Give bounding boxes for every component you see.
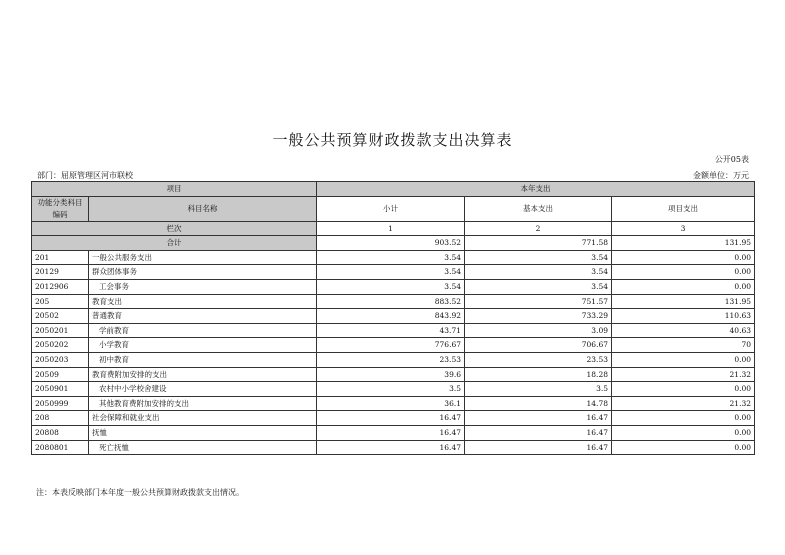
row-code: 2050202 <box>32 338 89 353</box>
table-row <box>32 352 755 367</box>
row-name: 小学教育 <box>89 338 317 353</box>
row-basic: 3.54 <box>465 265 612 280</box>
document-code: 公开05表 <box>714 155 749 164</box>
table-row <box>32 440 755 455</box>
row-subtotal: 16.47 <box>317 440 465 455</box>
amount-unit-label: 金额单位：万元 <box>693 171 749 180</box>
column-number-label: 栏次 <box>32 221 317 236</box>
row-code: 20509 <box>32 367 89 382</box>
row-name: 初中教育 <box>89 352 317 367</box>
header-current-year: 本年支出 <box>317 182 755 197</box>
row-name: 抚恤 <box>89 425 317 440</box>
row-project: 40.63 <box>612 323 755 338</box>
table-row <box>32 396 755 411</box>
row-code: 20129 <box>32 265 89 280</box>
row-project: 0.00 <box>612 279 755 294</box>
row-code: 20808 <box>32 425 89 440</box>
table-row <box>32 323 755 338</box>
row-project: 0.00 <box>612 382 755 397</box>
row-project: 110.63 <box>612 309 755 324</box>
total-subtotal: 903.52 <box>317 236 465 251</box>
total-label: 合计 <box>32 236 317 251</box>
row-subtotal: 43.71 <box>317 323 465 338</box>
table-row <box>32 294 755 309</box>
row-basic: 14.78 <box>465 396 612 411</box>
row-name: 一般公共服务支出 <box>89 250 317 265</box>
header-basic: 基本支出 <box>465 196 612 221</box>
row-project: 0.00 <box>612 425 755 440</box>
department-label: 部门：屈原管理区河市联校 <box>37 171 133 180</box>
row-basic: 3.54 <box>465 250 612 265</box>
row-code: 2050901 <box>32 382 89 397</box>
row-subtotal: 3.5 <box>317 382 465 397</box>
row-name: 教育费附加安排的支出 <box>89 367 317 382</box>
row-basic: 18.28 <box>465 367 612 382</box>
row-project: 131.95 <box>612 294 755 309</box>
row-subtotal: 39.6 <box>317 367 465 382</box>
row-project: 70 <box>612 338 755 353</box>
total-basic: 771.58 <box>465 236 612 251</box>
row-basic: 16.47 <box>465 440 612 455</box>
row-name: 死亡抚恤 <box>89 440 317 455</box>
table-row <box>32 425 755 440</box>
table-row <box>32 367 755 382</box>
column-number-2: 2 <box>465 221 612 236</box>
total-row <box>32 236 755 251</box>
document-title: 一般公共预算财政拨款支出决算表 <box>272 131 513 149</box>
row-name: 其他教育费附加安排的支出 <box>89 396 317 411</box>
row-basic: 16.47 <box>465 425 612 440</box>
row-basic: 3.54 <box>465 279 612 294</box>
total-project: 131.95 <box>612 236 755 251</box>
row-subtotal: 843.92 <box>317 309 465 324</box>
header-project: 项目支出 <box>612 196 755 221</box>
table-row <box>32 338 755 353</box>
row-subtotal: 16.47 <box>317 425 465 440</box>
row-subtotal: 3.54 <box>317 250 465 265</box>
header-item: 项目 <box>32 182 317 197</box>
row-project: 0.00 <box>612 440 755 455</box>
row-basic: 16.47 <box>465 411 612 426</box>
budget-table <box>31 181 755 455</box>
row-code: 201 <box>32 250 89 265</box>
row-code: 2050999 <box>32 396 89 411</box>
row-basic: 3.5 <box>465 382 612 397</box>
header-func-code: 功能分类科目编码 <box>32 196 89 221</box>
row-project: 0.00 <box>612 265 755 280</box>
table-row <box>32 309 755 324</box>
row-project: 0.00 <box>612 352 755 367</box>
row-name: 教育支出 <box>89 294 317 309</box>
row-subtotal: 883.52 <box>317 294 465 309</box>
row-subtotal: 23.53 <box>317 352 465 367</box>
row-project: 0.00 <box>612 411 755 426</box>
row-basic: 23.53 <box>465 352 612 367</box>
row-subtotal: 3.54 <box>317 279 465 294</box>
header-subject-name: 科目名称 <box>89 196 317 221</box>
row-project: 0.00 <box>612 250 755 265</box>
row-subtotal: 3.54 <box>317 265 465 280</box>
row-code: 2050203 <box>32 352 89 367</box>
row-project: 21.32 <box>612 367 755 382</box>
column-number-1: 1 <box>317 221 465 236</box>
table-row <box>32 382 755 397</box>
row-basic: 751.57 <box>465 294 612 309</box>
row-code: 2050201 <box>32 323 89 338</box>
row-basic: 733.29 <box>465 309 612 324</box>
table-row <box>32 279 755 294</box>
row-code: 2012906 <box>32 279 89 294</box>
row-subtotal: 16.47 <box>317 411 465 426</box>
table-row <box>32 265 755 280</box>
row-code: 2080801 <box>32 440 89 455</box>
column-number-3: 3 <box>612 221 755 236</box>
table-row <box>32 411 755 426</box>
row-name: 农村中小学校舍建设 <box>89 382 317 397</box>
header-subtotal: 小计 <box>317 196 465 221</box>
row-subtotal: 36.1 <box>317 396 465 411</box>
row-code: 205 <box>32 294 89 309</box>
row-basic: 706.67 <box>465 338 612 353</box>
row-project: 21.32 <box>612 396 755 411</box>
row-name: 普通教育 <box>89 309 317 324</box>
row-name: 学前教育 <box>89 323 317 338</box>
table-row <box>32 250 755 265</box>
row-name: 社会保障和就业支出 <box>89 411 317 426</box>
row-basic: 3.09 <box>465 323 612 338</box>
row-code: 208 <box>32 411 89 426</box>
row-name: 工会事务 <box>89 279 317 294</box>
row-code: 20502 <box>32 309 89 324</box>
footnote: 注：本表反映部门本年度一般公共预算财政拨款支出情况。 <box>36 488 244 497</box>
row-name: 群众团体事务 <box>89 265 317 280</box>
row-subtotal: 776.67 <box>317 338 465 353</box>
